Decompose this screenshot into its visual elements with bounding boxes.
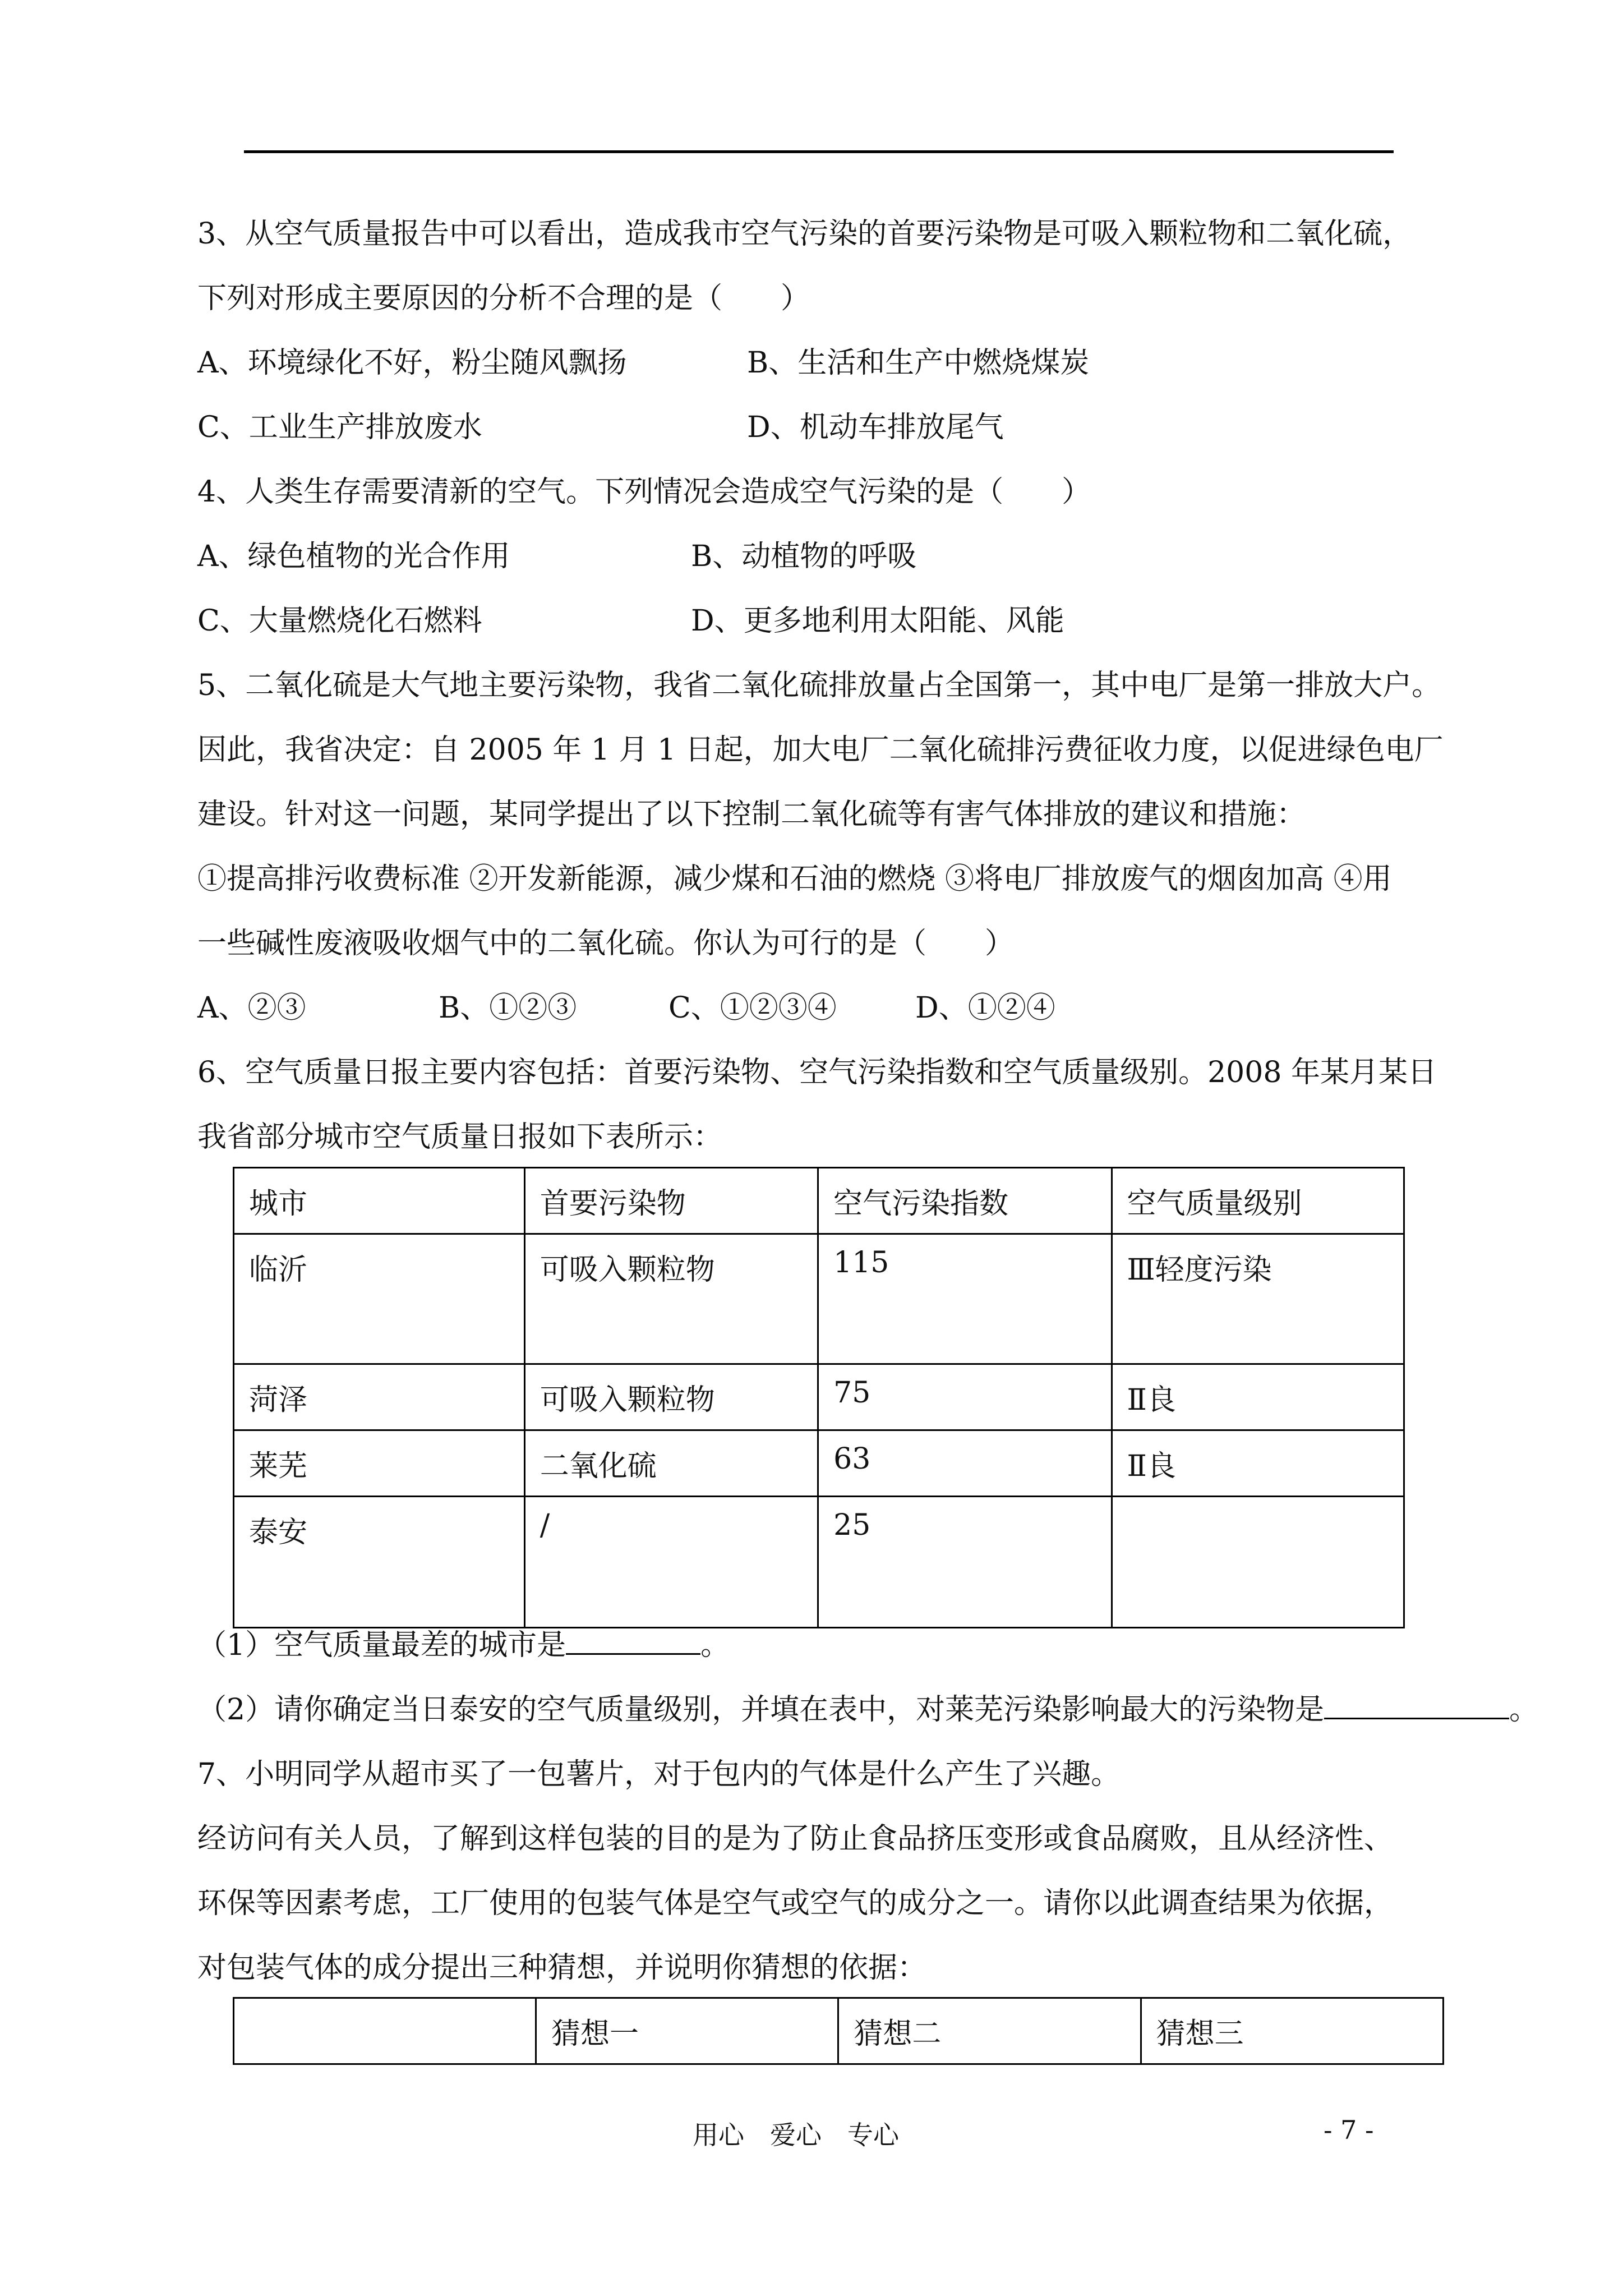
q7-line-4: 对包装气体的成分提出三种猜想，并说明你猜想的依据： [197, 1951, 927, 1985]
q3-stem-line2: 下列对形成主要原因的分析不合理的是（ ） [197, 282, 810, 315]
q6-sub1-text: （1）空气质量最差的城市是 [197, 1628, 566, 1662]
q5-option-c: C、①②③④ [668, 991, 837, 1025]
table-header-cell: 猜想一 [536, 1998, 838, 2064]
footer-motto: 用心 爱心 专心 [693, 2120, 899, 2150]
table-cell-quality-level-taian[interactable] [1112, 1497, 1404, 1628]
table-cell: 25 [818, 1497, 1112, 1628]
q7-line-1: 7、小明同学从超市买了一包薯片，对于包内的气体是什么产生了兴趣。 [197, 1757, 1121, 1791]
q4-option-b: B、动植物的呼吸 [691, 540, 917, 573]
document-body [197, 202, 1510, 1170]
q5-line-4: ①提高排污收费标准 ②开发新能源，减少煤和石油的燃烧 ③将电厂排放废气的烟囱加高 ④用 [197, 862, 1392, 896]
table-row [234, 1234, 1404, 1364]
table-cell: 75 [818, 1364, 1112, 1430]
q3-stem-line1: 3、从空气质量报告中可以看出，造成我市空气污染的首要污染物是可吸入颗粒物和二氧化硫， [197, 217, 1412, 251]
q4-option-a: A、绿色植物的光合作用 [197, 540, 510, 573]
table-header-cell [234, 1998, 536, 2064]
table-header-cell: 猜想二 [838, 1998, 1141, 2064]
q5-option-d: D、①②④ [915, 991, 1055, 1025]
q5-line-2: 因此，我省决定：自 2005 年 1 月 1 日起，加大电厂二氧化硫排污费征收力度，以促进绿色电厂 [197, 733, 1444, 767]
air-quality-table [233, 1167, 1405, 1628]
q3-option-a: A、环境绿化不好，粉尘随风飘扬 [197, 346, 627, 380]
table-cell: / [524, 1497, 818, 1628]
q5-options [197, 976, 1510, 1041]
q4-options-row2 [197, 589, 1510, 654]
q3-option-d: D、机动车排放尾气 [747, 411, 1004, 444]
q5-line-1: 5、二氧化硫是大气地主要污染物，我省二氧化硫排放量占全国第一，其中电厂是第一排放大户。 [197, 669, 1441, 702]
q6-sub1-end: 。 [700, 1628, 730, 1662]
page-number: - 7 - [1324, 2115, 1374, 2145]
q3-option-c: C、工业生产排放废水 [197, 411, 482, 444]
q6-sub2-answer-blank[interactable] [1324, 1691, 1509, 1719]
q4-stem: 4、人类生存需要清新的空气。下列情况会造成空气污染的是（ ） [197, 475, 1091, 509]
q5-option-a: A、②③ [197, 991, 306, 1025]
q4-option-d: D、更多地利用太阳能、风能 [691, 604, 1064, 638]
table-header-cell: 城市 [234, 1168, 525, 1234]
table-row [234, 1364, 1404, 1430]
q7-line-2: 经访问有关人员，了解到这样包装的目的是为了防止食品挤压变形或食品腐败，且从经济性、 [197, 1822, 1394, 1856]
table-row [234, 1430, 1404, 1497]
table-cell: 可吸入颗粒物 [524, 1234, 818, 1364]
q6-sub1-answer-blank[interactable] [566, 1626, 700, 1655]
table-header-row [234, 1168, 1404, 1234]
table-cell: 可吸入颗粒物 [524, 1364, 818, 1430]
q7-line-3: 环保等因素考虑，工厂使用的包装气体是空气或空气的成分之一。请你以此调查结果为依据， [197, 1887, 1394, 1920]
hypothesis-table [233, 1997, 1444, 2065]
q5-line-5: 一些碱性废液吸收烟气中的二氧化硫。你认为可行的是（ ） [197, 927, 1015, 960]
table-cell: 115 [818, 1234, 1112, 1364]
table-header-cell: 猜想三 [1141, 1998, 1443, 2064]
q5-option-b: B、①②③ [439, 991, 577, 1025]
table-cell: Ⅲ轻度污染 [1112, 1234, 1404, 1364]
table-cell: 菏泽 [234, 1364, 525, 1430]
q3-options-row2 [197, 395, 1510, 460]
q6-line-1: 6、空气质量日报主要内容包括：首要污染物、空气污染指数和空气质量级别。2008 年某月某日 [197, 1056, 1437, 1089]
table-cell: 泰安 [234, 1497, 525, 1628]
q6-sub2 [197, 1678, 1539, 1742]
q4-options-row1 [197, 524, 1510, 589]
q3-options-row1 [197, 331, 1510, 395]
table-cell: 63 [818, 1430, 1112, 1497]
q5-line-3: 建设。针对这一问题，某同学提出了以下控制二氧化硫等有害气体排放的建议和措施： [197, 798, 1306, 831]
q6-line-2: 我省部分城市空气质量日报如下表所示： [197, 1120, 723, 1154]
table-cell: 二氧化硫 [524, 1430, 818, 1497]
q6-sub2-end: 。 [1509, 1693, 1539, 1727]
q4-option-c: C、大量燃烧化石燃料 [197, 604, 482, 638]
table-cell: 临沂 [234, 1234, 525, 1364]
document-body-lower [197, 1613, 1539, 2000]
header-rule [244, 150, 1394, 153]
table-header-cell: 空气质量级别 [1112, 1168, 1404, 1234]
q6-sub1 [197, 1613, 1510, 1678]
table-header-row [234, 1998, 1444, 2064]
q6-sub2-text: （2）请你确定当日泰安的空气质量级别，并填在表中，对莱芜污染影响最大的污染物是 [197, 1693, 1325, 1727]
q3-option-b: B、生活和生产中燃烧煤炭 [747, 346, 1090, 380]
table-header-cell: 首要污染物 [524, 1168, 818, 1234]
table-cell: Ⅱ良 [1112, 1364, 1404, 1430]
table-cell: 莱芜 [234, 1430, 525, 1497]
table-header-cell: 空气污染指数 [818, 1168, 1112, 1234]
table-cell: Ⅱ良 [1112, 1430, 1404, 1497]
table-row [234, 1497, 1404, 1628]
